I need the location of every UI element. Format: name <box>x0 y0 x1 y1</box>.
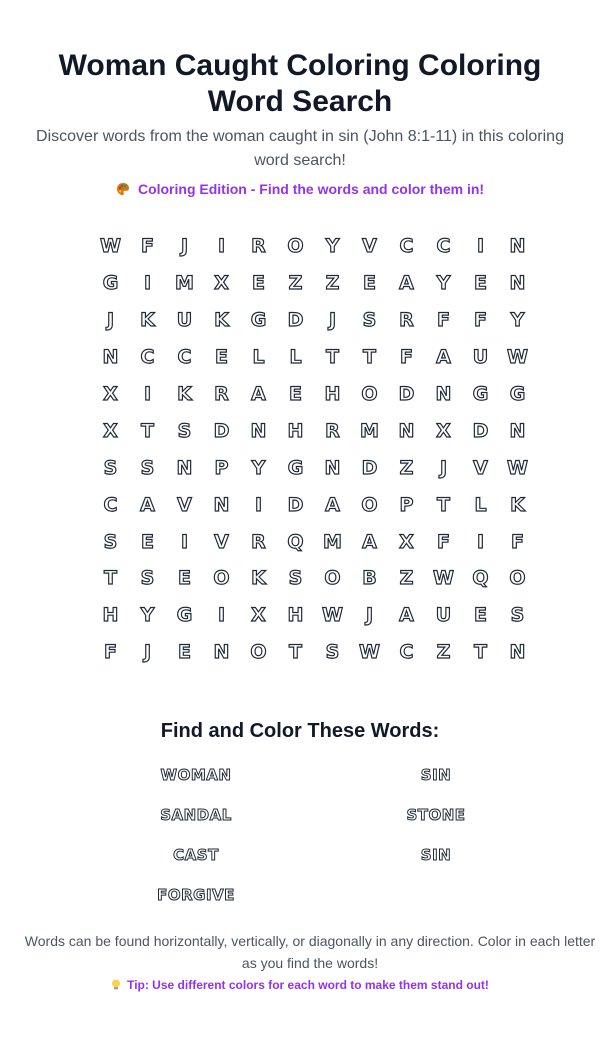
word-search-grid <box>92 228 536 671</box>
grid-letter[interactable]: O <box>324 567 341 590</box>
grid-letter[interactable]: A <box>325 493 340 516</box>
grid-letter[interactable]: K <box>140 309 155 332</box>
grid-letter[interactable]: Q <box>287 530 304 553</box>
grid-letter[interactable]: D <box>287 493 304 516</box>
grid-letter[interactable]: T <box>104 567 117 590</box>
grid-letter[interactable]: N <box>435 383 452 405</box>
grid-letter[interactable]: A <box>399 604 414 627</box>
grid-letter[interactable]: R <box>325 419 340 442</box>
grid-letter[interactable]: J <box>143 641 152 664</box>
grid-letter[interactable]: R <box>214 383 229 405</box>
grid-letter[interactable]: D <box>287 309 304 332</box>
grid-letter[interactable]: Q <box>472 567 489 590</box>
grid-letter[interactable]: E <box>363 272 376 295</box>
grid-letter[interactable]: Y <box>251 456 266 479</box>
grid-letter[interactable]: E <box>178 641 191 664</box>
word-item: WOMAN <box>160 766 232 784</box>
grid-letter[interactable]: P <box>399 493 414 516</box>
grid-letter[interactable]: J <box>328 309 337 332</box>
grid-letter[interactable]: Z <box>436 641 451 664</box>
grid-letter[interactable]: W <box>507 346 528 369</box>
grid-letter[interactable]: L <box>474 493 487 516</box>
grid-letter[interactable]: U <box>176 309 193 332</box>
grid-letter[interactable]: A <box>140 493 155 516</box>
grid-letter[interactable]: S <box>510 604 525 627</box>
grid-letter[interactable]: X <box>214 272 229 295</box>
grid-letter[interactable]: L <box>289 346 302 369</box>
grid-letter[interactable]: V <box>473 456 488 479</box>
grid-letter[interactable]: K <box>251 567 266 590</box>
grid-letter[interactable]: I <box>476 530 485 553</box>
grid-letter[interactable]: N <box>509 419 526 442</box>
grid-letter[interactable]: S <box>177 419 192 442</box>
grid-letter[interactable]: R <box>251 530 266 553</box>
grid-letter[interactable]: N <box>176 456 193 479</box>
grid-letter[interactable]: J <box>106 309 115 332</box>
palette-icon <box>116 181 130 195</box>
grid-letter[interactable]: Y <box>436 272 451 295</box>
grid-letter[interactable]: F <box>400 346 413 369</box>
edition-banner <box>20 179 580 199</box>
word-item: SIN <box>420 766 452 784</box>
grid-letter[interactable]: T <box>437 493 450 516</box>
grid-letter[interactable]: G <box>287 456 304 479</box>
grid-letter[interactable]: O <box>509 567 526 590</box>
grid-letter[interactable]: K <box>177 383 192 405</box>
grid-letter[interactable]: Z <box>325 272 340 295</box>
grid-letter[interactable]: W <box>100 235 121 258</box>
grid-letter[interactable]: E <box>178 567 191 590</box>
grid-letter[interactable]: X <box>436 419 451 442</box>
page-title: Woman Caught Coloring Coloring Word Search <box>58 49 542 118</box>
grid-letter[interactable]: E <box>141 530 154 553</box>
grid-letter[interactable]: A <box>436 346 451 369</box>
grid-letter[interactable]: F <box>474 309 487 332</box>
grid-letter[interactable]: S <box>103 530 118 553</box>
grid-letter[interactable]: E <box>252 272 265 295</box>
grid-letter[interactable]: N <box>509 235 526 258</box>
grid-letter[interactable]: C <box>140 346 155 369</box>
grid-letter[interactable]: N <box>324 456 341 479</box>
grid-letter[interactable]: O <box>213 567 230 590</box>
grid-letter[interactable]: E <box>474 272 487 295</box>
grid-letter[interactable]: Z <box>288 272 303 295</box>
grid-letter[interactable]: W <box>322 604 343 627</box>
grid-letter[interactable]: H <box>287 419 304 442</box>
grid-letter[interactable]: F <box>104 641 117 664</box>
grid-letter[interactable]: M <box>175 272 194 295</box>
grid-letter[interactable]: D <box>398 383 415 405</box>
grid-letter[interactable]: M <box>360 419 379 442</box>
grid-letter[interactable]: D <box>472 419 489 442</box>
grid-letter[interactable]: J <box>180 235 189 258</box>
word-item: STONE <box>406 806 466 824</box>
grid-letter[interactable]: V <box>177 493 192 516</box>
grid-letter[interactable]: C <box>399 641 414 664</box>
word-item: SANDAL <box>160 806 232 824</box>
page-subtitle: Discover words from the woman caught in sin (John 8:1-11) in this coloring word search! <box>36 128 564 169</box>
grid-letter[interactable]: K <box>214 309 229 332</box>
tip-banner <box>20 976 580 994</box>
grid-letter[interactable]: K <box>510 493 525 516</box>
grid-letter[interactable]: N <box>102 346 119 369</box>
grid-letter[interactable]: Y <box>510 309 525 332</box>
instructions-text: Words can be found horizontally, vertically, or diagonally in any direction. Color in each letter as you find the words! <box>24 933 596 971</box>
grid-letter[interactable]: N <box>398 419 415 442</box>
grid-letter[interactable]: E <box>215 346 228 369</box>
grid-letter[interactable]: F <box>437 530 450 553</box>
grid-letter[interactable]: S <box>140 567 155 590</box>
grid-letter[interactable]: W <box>507 456 528 479</box>
grid-letter[interactable]: N <box>250 419 267 442</box>
grid-letter[interactable]: C <box>436 235 451 258</box>
grid-letter[interactable]: G <box>472 383 489 405</box>
grid-letter[interactable]: O <box>287 235 304 258</box>
grid-letter[interactable]: X <box>399 530 414 553</box>
grid-letter[interactable]: V <box>362 235 377 258</box>
grid-letter[interactable]: W <box>433 567 454 590</box>
grid-letter[interactable]: A <box>399 272 414 295</box>
word-item: CAST <box>173 846 219 864</box>
grid-letter[interactable]: N <box>509 272 526 295</box>
grid-letter[interactable]: X <box>103 419 118 442</box>
grid-letter[interactable]: P <box>214 456 229 479</box>
grid-letter[interactable]: C <box>103 493 118 516</box>
grid-letter[interactable]: H <box>324 383 341 405</box>
grid-letter[interactable]: M <box>323 530 342 553</box>
grid-letter[interactable]: S <box>140 456 155 479</box>
grid-letter[interactable]: Y <box>325 235 340 258</box>
grid-letter[interactable]: Z <box>399 567 414 590</box>
grid-letter[interactable]: C <box>177 346 192 369</box>
grid-letter[interactable]: N <box>213 493 230 516</box>
grid-letter[interactable]: I <box>217 235 226 258</box>
grid-letter[interactable]: D <box>213 419 230 442</box>
grid-letter[interactable]: R <box>251 235 266 258</box>
grid-letter[interactable]: G <box>250 309 267 332</box>
grid-letter[interactable]: H <box>102 604 119 627</box>
grid-letter[interactable]: H <box>287 604 304 627</box>
grid-letter[interactable]: V <box>214 530 229 553</box>
grid-letter[interactable]: F <box>141 235 154 258</box>
grid-letter[interactable]: I <box>143 383 152 405</box>
grid-letter[interactable]: O <box>361 493 378 516</box>
grid-letter[interactable]: F <box>437 309 450 332</box>
grid-letter[interactable]: N <box>213 641 230 664</box>
word-item: FORGIVE <box>157 886 235 904</box>
grid-letter[interactable]: I <box>254 493 263 516</box>
grid-letter[interactable]: T <box>474 641 487 664</box>
word-item: SIN <box>420 846 452 864</box>
grid-letter[interactable]: S <box>325 641 340 664</box>
grid-letter[interactable]: R <box>399 309 414 332</box>
grid-letter[interactable]: T <box>141 419 154 442</box>
grid-letter[interactable]: Y <box>140 604 155 627</box>
tip-text: Tip: Use different colors for each word to make them stand out! <box>127 978 489 992</box>
grid-letter[interactable]: U <box>435 604 452 627</box>
grid-letter[interactable]: I <box>180 530 189 553</box>
edition-text: Coloring Edition - Find the words and color them in! <box>137 181 485 197</box>
grid-letter[interactable]: E <box>474 604 487 627</box>
grid-letter[interactable]: F <box>511 530 524 553</box>
grid-letter[interactable]: X <box>103 383 118 405</box>
grid-letter[interactable]: A <box>362 530 377 553</box>
grid-letter[interactable]: A <box>251 383 266 405</box>
grid-letter[interactable]: G <box>102 272 119 295</box>
grid-letter[interactable]: I <box>143 272 152 295</box>
grid-letter[interactable]: G <box>509 383 526 405</box>
grid-letter[interactable]: J <box>365 604 374 627</box>
grid-letter[interactable]: J <box>439 456 448 479</box>
grid-letter[interactable]: T <box>289 641 302 664</box>
lightbulb-icon <box>111 978 121 990</box>
grid-letter[interactable]: I <box>217 604 226 627</box>
grid-letter[interactable]: G <box>176 604 193 627</box>
grid-letter[interactable]: T <box>326 346 339 369</box>
grid-letter[interactable]: W <box>359 641 380 664</box>
grid-letter[interactable]: X <box>251 604 266 627</box>
grid-letter[interactable]: I <box>476 235 485 258</box>
word-list-heading: Find and Color These Words: <box>160 720 440 742</box>
grid-letter[interactable]: T <box>363 346 376 369</box>
grid-letter[interactable]: O <box>361 383 378 405</box>
grid-letter[interactable]: L <box>252 346 265 369</box>
grid-letter[interactable]: O <box>250 641 267 664</box>
grid-letter[interactable]: S <box>362 309 377 332</box>
grid-letter[interactable]: U <box>472 346 489 369</box>
grid-letter[interactable]: S <box>103 456 118 479</box>
grid-letter[interactable]: Z <box>399 456 414 479</box>
grid-letter[interactable]: E <box>289 383 302 405</box>
grid-letter[interactable]: S <box>288 567 303 590</box>
grid-letter[interactable]: D <box>361 456 378 479</box>
grid-letter[interactable]: B <box>362 567 377 590</box>
grid-letter[interactable]: C <box>399 235 414 258</box>
grid-letter[interactable]: N <box>509 641 526 664</box>
